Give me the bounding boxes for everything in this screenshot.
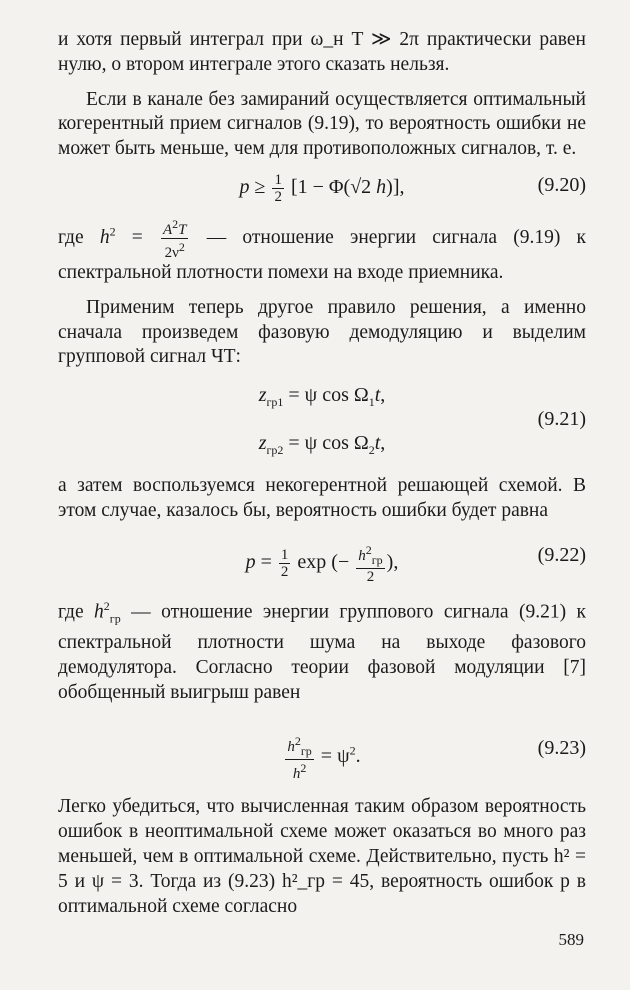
equation-9-20-expression: p ≥ $\frac{1}{2}$ [1 − Φ(√2 h)], [239, 171, 405, 205]
paragraph-3-text: — отношение энергии сигнала (9.19) к спектральной плотности помехи на входе приемника. [58, 226, 586, 283]
page-body [58, 28, 586, 919]
equation-9-23 [58, 705, 586, 795]
paragraph-3-prefix: где [58, 226, 84, 248]
equation-9-22-number: (9.22) [537, 543, 586, 566]
paragraph-7: Легко убедиться, что вычисленная таким образом вероятность ошибок в неоптимальной схеме может оказаться во много раз меньшей, чем в оптимальной схеме. Действительно, пусть h² = 5 и ψ = 3. Тогда из (9.23) h²_гр = 45, вероятность ошибок p в оптимальной схеме согласно [58, 796, 586, 917]
equation-9-21 [58, 370, 586, 474]
equation-9-20-number: (9.20) [537, 173, 586, 196]
paragraph-3: где $h^2$ = $\frac{A^2T}{2\nu^2}$ — отношение энергии сигнала (9.19) к спектральной плотности помехи на входе приемника. [58, 216, 586, 283]
equation-9-22 [58, 524, 586, 594]
equation-9-21-line-2: $z_{гр2} = \psi$ $\cos \Omega_2t$, [258, 432, 386, 458]
equation-9-23-expression: $\frac{h^2_{гр}}{h^2}$ = $\psi^2$. [287, 734, 361, 783]
page-number: 589 [558, 930, 584, 949]
paragraph-5: а затем воспользуемся некогерентной решающей схемой. В этом случае, казалось бы, вероятность ошибки будет равна [58, 475, 586, 521]
paragraph-6: где $h^2_{гр}$ — отношение энергии группового сигнала (9.21) к спектральной плотности шума на выходе фазового демодулятора. Согласно теории фазовой модуляции [7] обобщенный выигрыш равен [58, 598, 587, 703]
paragraph-4: Применим теперь другое правило решения, а именно сначала произведем фазовую демодуляцию и выделим групповой сигнал ЧТ: [58, 296, 586, 368]
equation-9-22-expression: p = $\frac{1}{2}$ exp (− $\frac{h^2_{гр}}{2}$ ), [245, 542, 399, 585]
equation-9-20 [58, 162, 586, 216]
paragraph-6-prefix: где [58, 601, 84, 623]
paragraph-6-text: — отношение энергии группового сигнала (9.21) к спектральной плотности шума на выходе фазового демодулятора. Согласно теории фазовой модуляции [7] обобщенный выигрыш равен [58, 601, 587, 703]
equation-9-21-number: (9.21) [537, 408, 586, 431]
paragraph-1: и хотя первый интеграл при ω_н T ≫ 2π практически равен нулю, о втором интеграле этого сказать нельзя. [58, 29, 586, 75]
paragraph-2: Если в канале без замираний осуществляется оптимальный когерентный прием сигналов (9.19), то вероятность ошибки не может быть меньше, чем для противоположных сигналов, т. е. [58, 88, 586, 160]
equation-9-21-line-1: $z_{гр1} = \psi$ $\cos \Omega_1t$, [258, 384, 386, 410]
equation-9-23-number: (9.23) [537, 737, 586, 760]
